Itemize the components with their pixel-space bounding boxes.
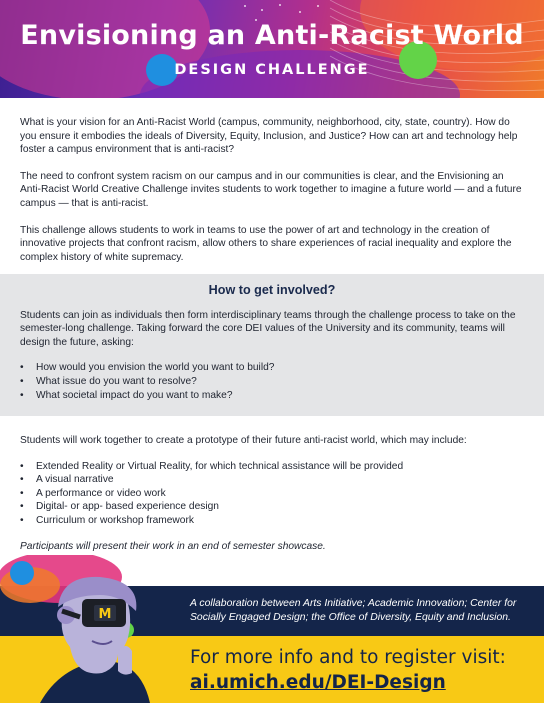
involved-text: Students can join as individuals then form interdisciplinary teams through the challenge process to take on the semester-long challenge. Taking forward the core DEI values of the University and its community, teams will design the future, asking: [20, 309, 516, 348]
list-item: • What societal impact do you want to make? [20, 389, 524, 403]
prototype-list [20, 460, 524, 528]
headset-logo: M [98, 607, 112, 622]
prototype-section [0, 434, 544, 565]
collaboration-text: A collaboration between Arts Initiative; Academic Innovation; Center for Socially Engaged Design; the Office of Diversity, Equity and Inclusion. [190, 598, 517, 623]
how-to-get-involved-section [0, 274, 544, 416]
intro-paragraph-1: What is your vision for an Anti-Racist World (campus, community, neighborhood, city, state, country). How do you ensure it embodies the ideals of Diversity, Equity, Inclusion, and Justice? How can art and technology help foster a campus environment that is anti-racist? [20, 117, 518, 156]
list-item: • What issue do you want to resolve? [20, 375, 524, 389]
intro-paragraph-2: The need to confront system racism on our campus and in our communities is clear, and the Envisioning an Anti-Racist World Creative Challenge invites students to work together to imagine a future world — and a future campus — that is anti-racist. [20, 170, 522, 209]
page-subtitle: DESIGN CHALLENGE [174, 62, 370, 78]
list-item: • Extended Reality or Virtual Reality, for which technical assistance will be provided [20, 460, 524, 474]
list-item: • A performance or video work [20, 487, 524, 501]
list-item: • A visual narrative [20, 473, 524, 487]
more-info-text: For more info and to register visit: [190, 647, 506, 668]
involved-heading: How to get involved? [208, 283, 336, 297]
prototype-intro: Students will work together to create a prototype of their future anti-racist world, which may include: [20, 435, 467, 446]
header-banner [0, 0, 544, 98]
list-item: • Curriculum or workshop framework [20, 514, 524, 528]
vr-headset-illustration [0, 555, 185, 703]
intro-paragraph-3: This challenge allows students to work in teams to use the power of art and technology in the creation of innovative projects that confront racism, allow others to share experiences of racial inequality and explore the complex history of white supremacy. [20, 224, 512, 263]
questions-list [20, 361, 524, 402]
register-link[interactable]: ai.umich.edu/DEI-Design [190, 672, 446, 693]
list-item: • Digital- or app- based experience design [20, 500, 524, 514]
page-title: Envisioning an Anti-Racist World [20, 20, 524, 51]
list-item: • How would you envision the world you want to build? [20, 361, 524, 375]
showcase-note: Participants will present their work in an end of semester showcase. [20, 540, 326, 552]
intro-section [0, 116, 544, 277]
